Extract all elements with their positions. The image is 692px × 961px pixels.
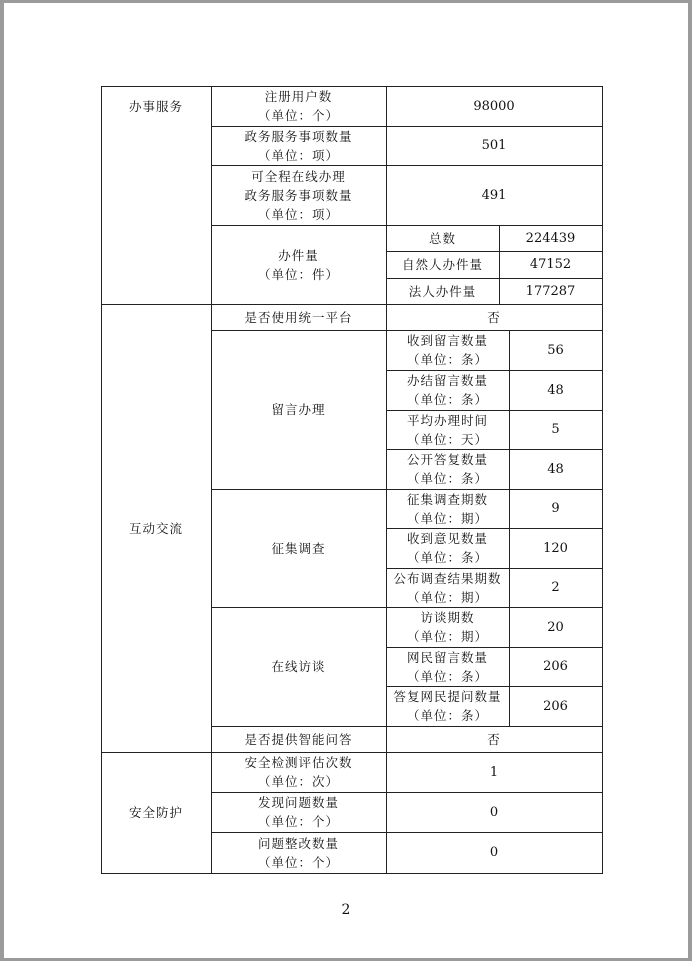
row-label-line: （单位：项） [257,206,339,222]
item-label [386,607,509,647]
row-value: 0 [489,804,499,820]
item-label-line: （单位：期） [406,510,488,526]
group-label: 征集调查 [271,540,326,556]
row-label-line: （单位：件） [257,266,339,282]
item-label [386,449,509,489]
item-label [386,489,509,528]
sub-label: 总数 [428,230,456,246]
row-label-line: （单位：个） [257,108,339,123]
item-label-line: 访谈期数 [420,610,475,625]
item-label-line: 公布调查结果期数 [393,570,502,586]
item-label-line: 网民留言数量 [406,649,488,665]
item-label-line: （单位：期） [406,589,488,605]
row-label-line: （单位：项） [257,147,339,163]
row-label-line: 办件量 [278,247,319,263]
sub-value: 177287 [525,283,576,299]
item-label-line: （单位：条） [406,708,488,723]
row-label-line: 政务服务事项数量 [244,128,353,144]
row-label-line: （单位：次） [257,774,339,789]
item-label-line: （单位：期） [406,629,488,644]
item-label-line: （单位：天） [406,431,488,447]
item-value: 20 [547,619,564,635]
row-label-line: 发现问题数量 [257,795,339,810]
row-label [211,86,386,126]
row-label [211,792,386,832]
item-label [386,568,509,607]
row-label [211,832,386,873]
item-value: 48 [547,382,564,398]
row-label-line: 问题整改数量 [257,835,339,851]
item-label-line: （单位：条） [406,352,488,367]
row-label-line: 安全检测评估次数 [244,755,353,770]
item-label [386,528,509,568]
section-name-service: 办事服务 [128,98,183,114]
item-value: 2 [551,580,560,595]
sub-label: 自然人办件量 [401,257,483,272]
item-label-line: （单位：条） [406,668,488,684]
item-label-line: （单位：条） [406,550,488,565]
smart-qa-label: 是否提供智能问答 [244,731,353,747]
item-label-line: 办结留言数量 [406,373,488,388]
item-label [386,330,509,370]
item-value: 9 [551,501,560,516]
item-value: 206 [543,659,568,674]
row-label-line: （单位：个） [257,814,339,829]
row-value: 491 [481,187,507,203]
row-label [211,126,386,165]
group-label: 在线访谈 [271,659,326,674]
item-value: 5 [551,422,560,437]
sub-label: 法人办件量 [408,283,477,299]
item-value: 206 [543,698,568,714]
item-label-line: 平均办理时间 [406,412,488,428]
item-label-line: 公开答复数量 [406,452,488,467]
group-label: 留言办理 [271,402,326,417]
sub-value: 224439 [525,230,576,246]
row-label-line: 可全程在线办理 [251,168,346,184]
row-label [211,225,386,304]
item-value: 48 [547,461,564,477]
item-label-line: 征集调查期数 [406,491,488,507]
section-name-interaction: 互动交流 [128,520,183,536]
item-label-line: 收到留言数量 [406,333,488,348]
item-label-line: 收到意见数量 [406,531,488,546]
row-value: 0 [489,845,499,860]
row-value: 98000 [473,98,515,114]
row-value: 501 [481,138,507,153]
item-label [386,686,509,726]
item-label [386,370,509,410]
item-label [386,410,509,449]
sub-value: 47152 [529,257,572,272]
item-label-line: （单位：条） [406,471,488,486]
item-value: 56 [547,342,564,358]
row-value: 1 [489,764,499,780]
page-number: 2 [341,902,351,918]
section-name-security: 安全防护 [128,805,183,820]
unified-platform-label: 是否使用统一平台 [244,309,353,325]
row-label-line: 政务服务事项数量 [244,187,353,203]
item-label-line: 答复网民提问数量 [393,689,502,704]
row-label [211,165,386,225]
smart-qa-value: 否 [487,731,501,747]
item-label-line: （单位：条） [406,392,488,407]
item-value: 120 [543,540,568,556]
row-label-line: 注册用户数 [264,89,333,104]
row-label-line: （单位：个） [257,854,339,870]
unified-platform-value: 否 [487,309,501,325]
row-label [211,752,386,792]
item-label [386,647,509,686]
